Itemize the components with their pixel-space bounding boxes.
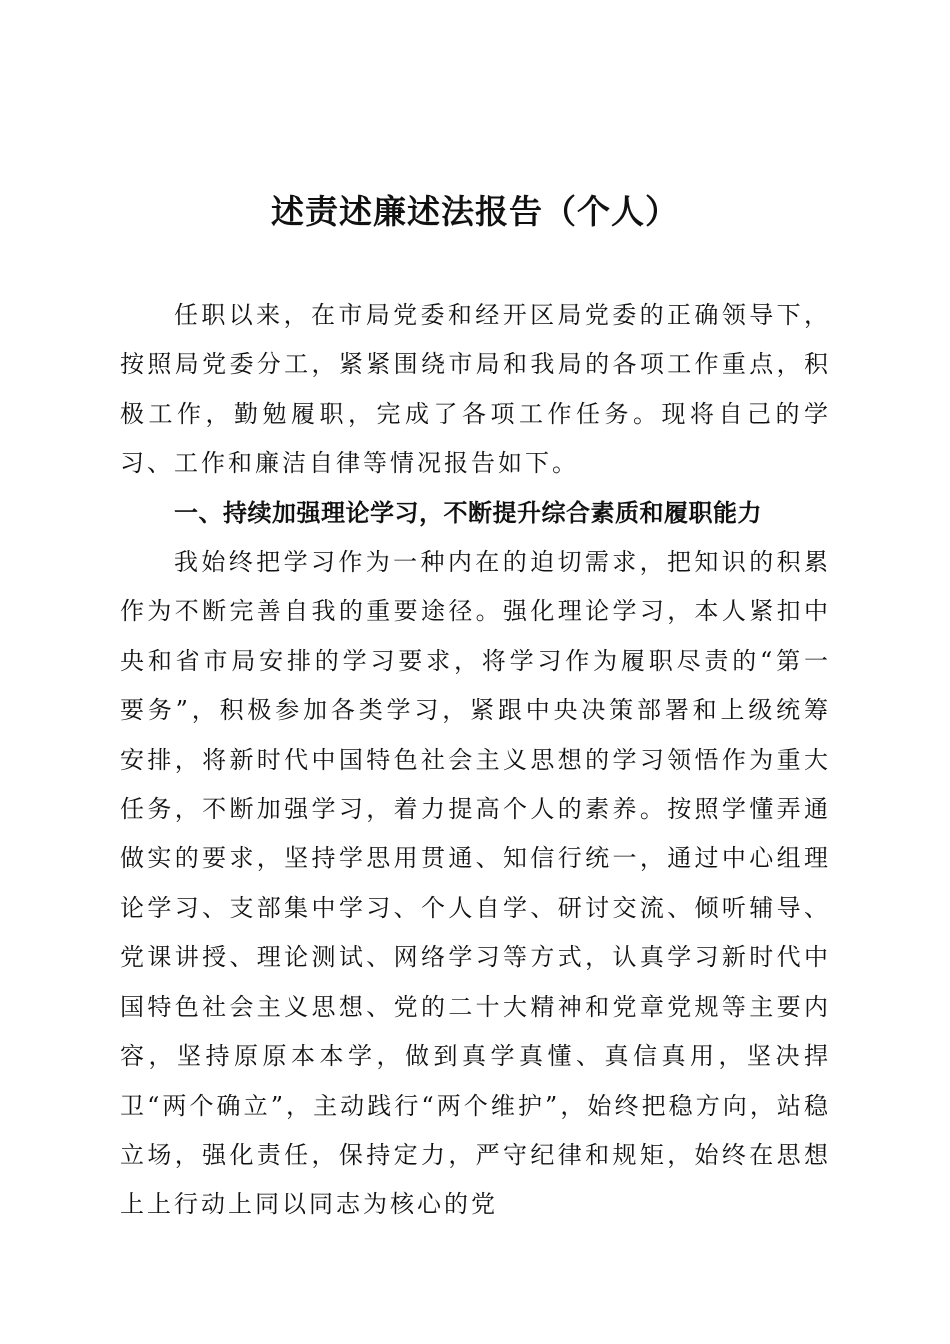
document-body: [120, 291, 831, 1230]
section-paragraph: 我始终把学习作为一种内在的迫切需求，把知识的积累作为不断完善自我的重要途径。强化理论学习，本人紧扣中央和省市局安排的学习要求，将学习作为履职尽责的“第一要务”，积极参加各类学习，紧跟中央决策部署和上级统筹安排，将新时代中国特色社会主义思想的学习领悟作为重大任务，不断加强学习，着力提高个人的素养。按照学懂弄通做实的要求，坚持学思用贯通、知信行统一，通过中心组理论学习、支部集中学习、个人自学、研讨交流、倾听辅导、党课讲授、理论测试、网络学习等方式，认真学习新时代中国特色社会主义思想、党的二十大精神和党章党规等主要内容，坚持原原本本学，做到真学真懂、真信真用，坚决捍卫“两个确立”，主动践行“两个维护”，始终把稳方向，站稳立场，强化责任，保持定力，严守纪律和规矩，始终在思想上上行动上同以同志为核心的党: [120, 548, 831, 1219]
document-title: 述责述廉述法报告（个人）: [271, 192, 679, 231]
section-heading: 一、持续加强理论学习，不断提升综合素质和履职能力: [174, 498, 762, 527]
intro-paragraph: 任职以来，在市局党委和经开区局党委的正确领导下，按照局党委分工，紧紧围绕市局和我局的各项工作重点，积极工作，勤勉履职，完成了各项工作任务。现将自己的学习、工作和廉洁自律等情况报告如下。: [120, 301, 831, 478]
